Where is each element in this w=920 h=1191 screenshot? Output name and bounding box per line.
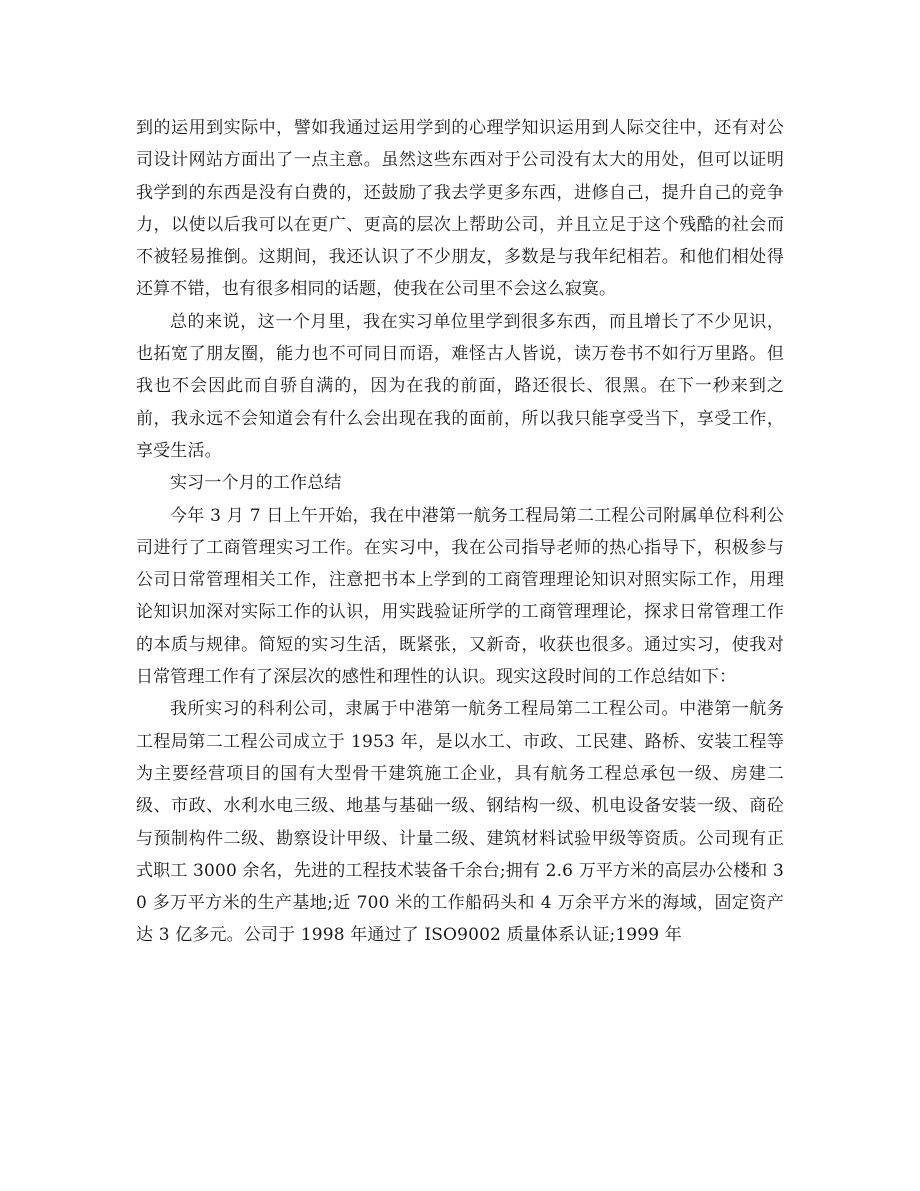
document-body xyxy=(136,112,784,952)
paragraph-4: 我所实习的科利公司，隶属于中港第一航务工程局第二工程公司。中港第一航务工程局第二工程公司成立于 1953 年，是以水工、市政、工民建、路桥、安装工程等为主要经营项目的国有大型骨干建筑施工企业，具有航务工程总承包一级、房建二级、市政、水利水电三级、地基与基础一级、钢结构一级、机电设备安装一级、商砼与预制构件二级、勘察设计甲级、计量二级、建筑材料试验甲级等资质。公司现有正式职工 3000 余名，先进的工程技术装备千余台;拥有 2.6 万平方米的高层办公楼和 30 多万平方米的生产基地;近 700 米的工作船码头和 4 万余平方米的海域，固定资产达 3 亿多元。公司于 1998 年通过了 ISO9002 质量体系认证;1999 年 xyxy=(136,699,784,946)
paragraph-1: 到的运用到实际中，譬如我通过运用学到的心理学知识运用到人际交往中，还有对公司设计网站方面出了一点主意。虽然这些东西对于公司没有太大的用处，但可以证明我学到的东西是没有白费的，还鼓励了我去学更多东西，进修自己，提升自己的竞争力，以使以后我可以在更广、更高的层次上帮助公司，并且立足于这个残酷的社会而不被轻易推倒。这期间，我还认识了不少朋友，多数是与我年纪相若。和他们相处得还算不错，也有很多相同的话题，使我在公司里不会这么寂寞。 xyxy=(136,118,784,300)
paragraph-2: 总的来说，这一个月里，我在实习单位里学到很多东西，而且增长了不少见识，也拓宽了朋友圈，能力也不可同日而语，难怪古人皆说，读万卷书不如行万里路。但我也不会因此而自骄自满的，因为在我的前面，路还很长、很黑。在下一秒来到之前，我永远不会知道会有什么会出现在我的面前，所以我只能享受当下，享受工作，享受生活。 xyxy=(136,311,784,461)
paragraph-3: 今年 3 月 7 日上午开始，我在中港第一航务工程局第二工程公司附属单位科利公司进行了工商管理实习工作。在实习中，我在公司指导老师的热心指导下，积极参与公司日常管理相关工作，注意把书本上学到的工商管理理论知识对照实际工作，用理论知识加深对实际工作的认识，用实践验证所学的工商管理理论，探求日常管理工作的本质与规律。简短的实习生活，既紧张，又新奇，收获也很多。通过实习，使我对日常管理工作有了深层次的感性和理性的认识。现实这段时间的工作总结如下： xyxy=(136,505,784,688)
section-heading: 实习一个月的工作总结 xyxy=(170,473,342,494)
